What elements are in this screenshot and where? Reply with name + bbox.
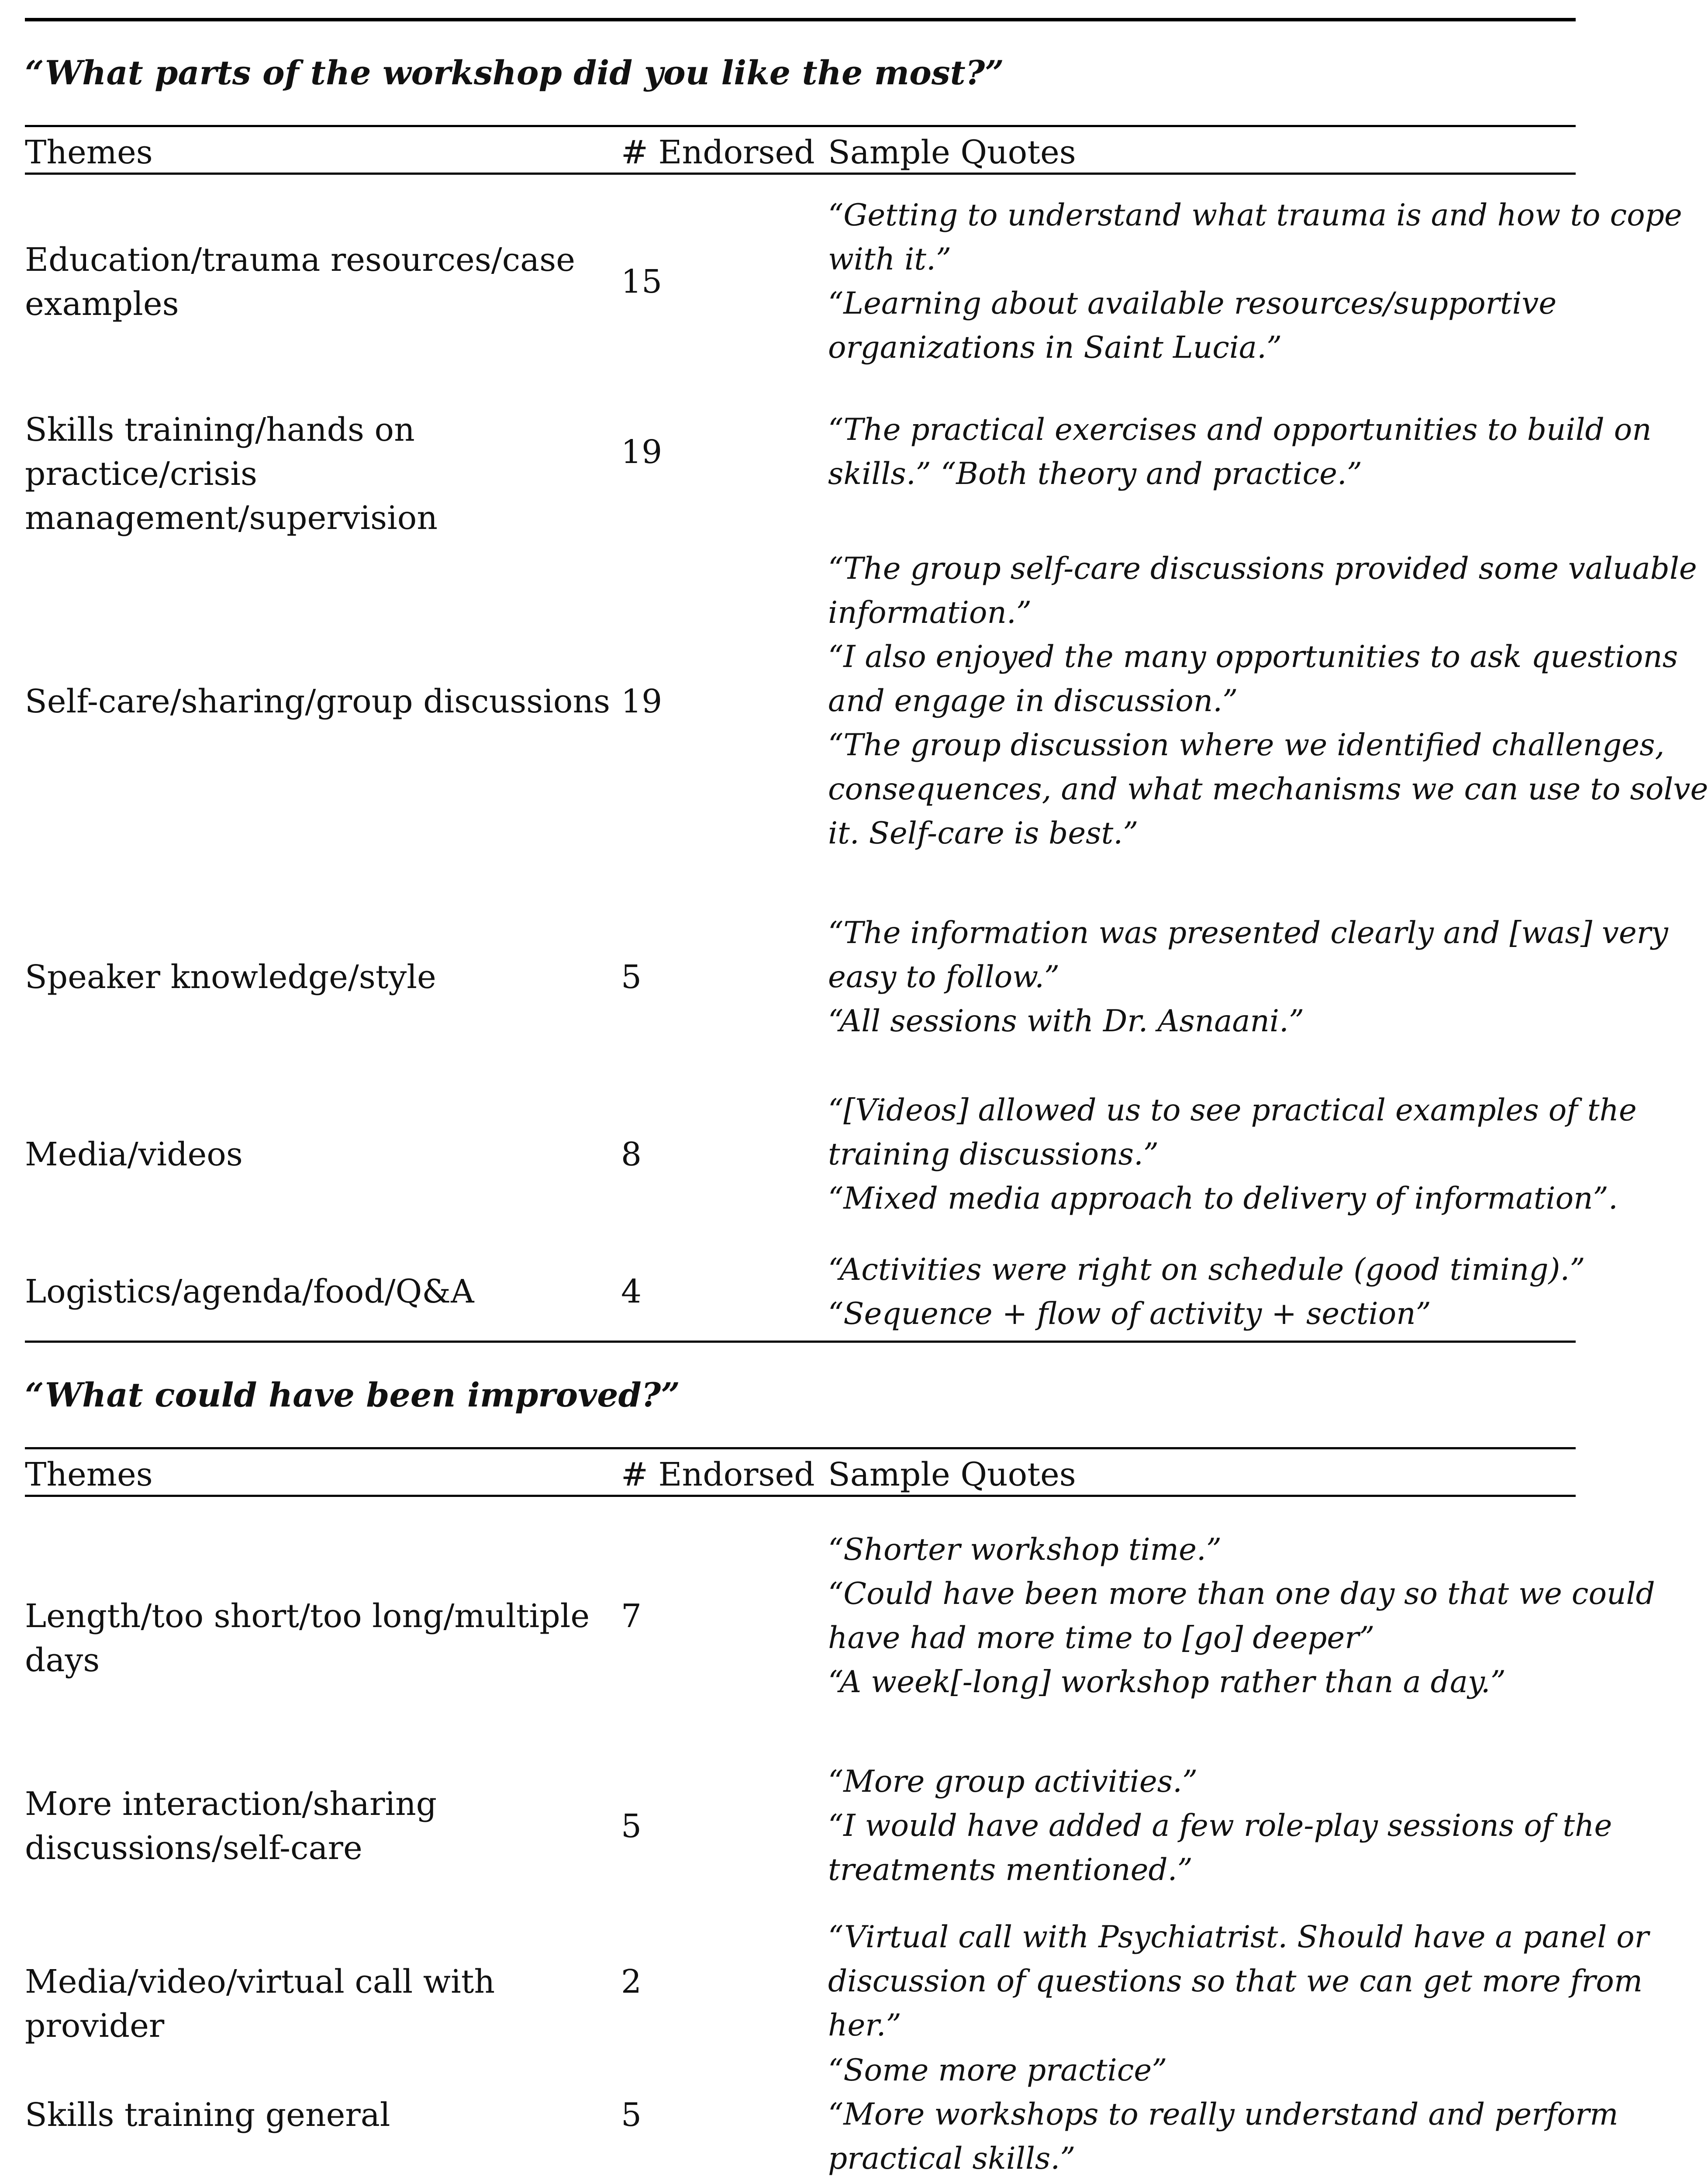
quote-line: training discussions.”: [828, 1137, 1159, 1172]
quote-line: discussion of questions so that we can get more from: [828, 1964, 1643, 1999]
quote-line: “All sessions with Dr. Asnaani.”: [828, 1004, 1304, 1039]
endorsed-count: 4: [621, 1273, 642, 1310]
col-header-quotes: Sample Quotes: [828, 1456, 1076, 1493]
quote-cell: [828, 1915, 1649, 2048]
quote-line: consequences, and what mechanisms we can use to solve: [828, 772, 1708, 807]
endorsed-count: 5: [621, 958, 642, 996]
theme-cell: [25, 2093, 619, 2137]
theme-cell: [25, 1270, 619, 1314]
theme-line: Speaker knowledge/style: [25, 958, 436, 996]
theme-cell: [25, 680, 619, 724]
quote-line: “Learning about available resources/supportive: [828, 286, 1557, 321]
quote-line: “More workshops to really understand and perform: [828, 2097, 1618, 2132]
endorsed-count: 5: [621, 2096, 642, 2134]
theme-cell: [25, 408, 619, 540]
quote-line: “A week[-long] workshop rather than a day.”: [828, 1665, 1506, 1700]
theme-line: More interaction/sharing: [25, 1785, 437, 1823]
quote-line: easy to follow.”: [828, 960, 1060, 995]
quote-line: with it.”: [828, 242, 952, 277]
quote-line: it. Self-care is best.”: [828, 816, 1139, 851]
col-header-endorsed: # Endorsed: [621, 1456, 815, 1493]
theme-line: Length/too short/too long/multiple days: [25, 1597, 590, 1679]
theme-line: Education/trauma resources/case: [25, 241, 576, 279]
theme-line: Skills training general: [25, 2096, 390, 2134]
header-rule-bottom: [25, 173, 1576, 175]
theme-line: management/supervision: [25, 499, 438, 537]
header-rule-top: [25, 125, 1576, 127]
theme-line: Skills training/hands on practice/crisis: [25, 411, 415, 493]
quote-line: “Could have been more than one day so that we could: [828, 1576, 1655, 1611]
endorsed-count: 7: [621, 1597, 642, 1635]
theme-line: examples: [25, 285, 179, 323]
theme-cell: [25, 1133, 619, 1177]
quote-cell: [828, 1528, 1655, 1704]
endorsed-count: 15: [621, 263, 662, 301]
theme-cell: [25, 1594, 619, 1683]
section-divider-rule: [25, 1341, 1576, 1343]
quote-line: “The group discussion where we identified challenges,: [828, 728, 1665, 763]
quote-line: “Virtual call with Psychiatrist. Should have a panel or: [828, 1920, 1649, 1955]
theme-line: Media/video/virtual call with provider: [25, 1963, 495, 2045]
endorsed-count: 5: [621, 1807, 642, 1845]
quote-line: “I would have added a few role-play sessions of the: [828, 1808, 1612, 1843]
quote-line: “The practical exercises and opportunities to build on: [828, 412, 1652, 447]
col-header-themes: Themes: [25, 134, 153, 171]
quote-cell: [828, 1248, 1585, 1336]
quote-line: practical skills.”: [828, 2141, 1076, 2176]
col-header-themes: Themes: [25, 1456, 153, 1493]
quote-line: “The information was presented clearly and [was] very: [828, 916, 1668, 950]
quote-line: have had more time to [go] deeper”: [828, 1621, 1375, 1655]
theme-line: Media/videos: [25, 1136, 243, 1173]
quote-line: organizations in Saint Lucia.”: [828, 330, 1282, 365]
col-header-endorsed: # Endorsed: [621, 134, 815, 171]
col-header-quotes: Sample Quotes: [828, 134, 1076, 171]
top-rule: [25, 18, 1576, 21]
quote-line: “I also enjoyed the many opportunities to ask questions: [828, 639, 1678, 674]
quote-line: “Some more practice”: [828, 2053, 1167, 2088]
endorsed-count: 19: [621, 433, 662, 471]
quote-line: “Activities were right on schedule (good timing).”: [828, 1252, 1585, 1287]
quote-line: “The group self-care discussions provided some valuable: [828, 551, 1697, 586]
quote-line: treatments mentioned.”: [828, 1852, 1193, 1887]
header-rule-bottom: [25, 1495, 1576, 1497]
section-question: “What could have been improved?”: [25, 1375, 680, 1414]
quote-cell: [828, 1760, 1612, 1892]
quote-cell: [828, 547, 1708, 856]
endorsed-count: 19: [621, 683, 662, 720]
theme-cell: [25, 955, 619, 999]
endorsed-count: 2: [621, 1963, 642, 2001]
quote-cell: [828, 2049, 1618, 2181]
quote-line: her.”: [828, 2008, 901, 2043]
quote-line: “Getting to understand what trauma is and how to cope: [828, 198, 1682, 233]
theme-cell: [25, 1782, 619, 1870]
theme-line: discussions/self-care: [25, 1829, 362, 1867]
endorsed-count: 8: [621, 1136, 642, 1173]
quote-line: and engage in discussion.”: [828, 684, 1238, 719]
quote-line: “[Videos] allowed us to see practical examples of the: [828, 1093, 1637, 1128]
theme-line: Self-care/sharing/group discussions: [25, 683, 611, 720]
theme-line: Logistics/agenda/food/Q&A: [25, 1273, 474, 1310]
quote-line: information.”: [828, 595, 1032, 630]
quote-line: “Mixed media approach to delivery of information”.: [828, 1181, 1618, 1216]
section-question: “What parts of the workshop did you like the most?”: [25, 53, 1004, 92]
header-rule-top: [25, 1447, 1576, 1449]
quote-cell: [828, 911, 1668, 1044]
quote-line: “Sequence + flow of activity + section”: [828, 1296, 1431, 1331]
quote-line: skills.” “Both theory and practice.”: [828, 456, 1363, 491]
quote-line: “Shorter workshop time.”: [828, 1532, 1222, 1567]
theme-cell: [25, 238, 619, 326]
quote-cell: [828, 194, 1682, 370]
quote-cell: [828, 408, 1652, 496]
quote-cell: [828, 1089, 1637, 1221]
theme-cell: [25, 1960, 619, 2048]
quote-line: “More group activities.”: [828, 1764, 1198, 1799]
